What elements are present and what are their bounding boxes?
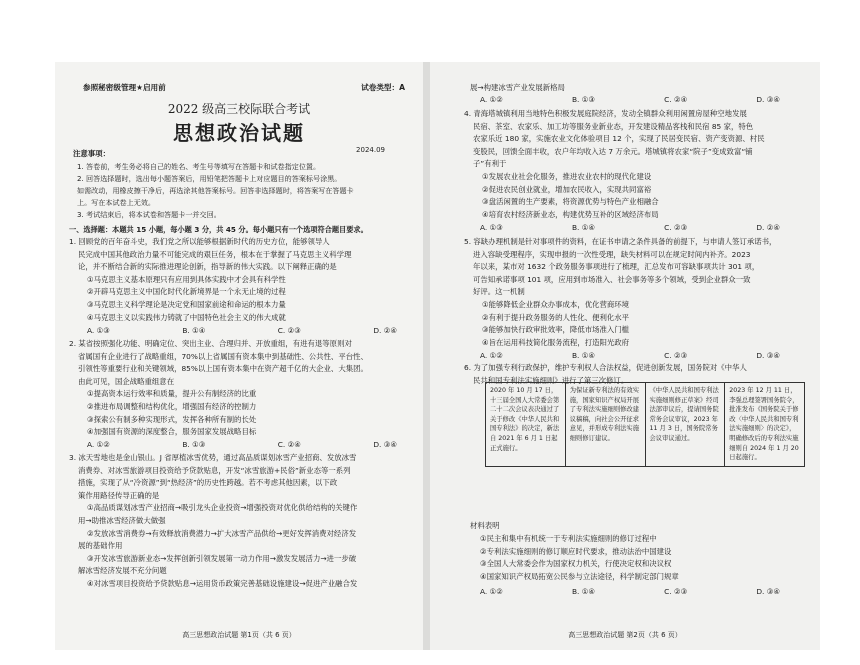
question-3 [69,452,357,591]
exam-title: 2022 级高三校际联合考试 [167,102,311,116]
question-text: 4. 青海塔城镇利用当地特色积极发展庭院经济，发动全镇群众利用闲置房屋种空地发展 [464,109,747,118]
option-a: A. ①② [480,95,503,104]
table-cell: 2023 年 12 月 11 日，李强总理签署国务院令，批准发布《国务院关于修改〈中华人民共和国专利法实施细则〉的决定》，明确修改后的专利法实施细则自 2024 年 1 月 20 日起施行。 [725,383,805,467]
question-text: 2. 某省按照强化功能、明确定位、突出主业、合理归并、开放重组，有进有退等原则对 [69,339,352,348]
table-cell: 为保证新专利法的有效实施，国家知识产权局开展了专利法实施细则修改建议稿稿，向社会公开征求意见，并形成专利法实施细则修订建议。 [565,383,645,467]
statement: ④加强国有资源的深度整合，服务国家发展战略目标 [87,427,257,437]
option-a: A. ①③ [480,223,503,232]
option-a: A. ①② [87,440,110,449]
q5-options [480,350,780,363]
option-d: D. ③④ [373,440,397,449]
question-text: 1. 回顾党的百年奋斗史，我们党之所以能够根据新时代的历史方位，能够领导人 [69,237,330,246]
q4-options [480,222,780,235]
page-two [430,62,820,650]
subject-title: 思想政治试题 [173,121,305,145]
statement: ①马克思主义基本原理只有应用到具体实践中才会具有科学性 [87,274,286,284]
statement: ④马克思主义以实践伟力铸就了中国特色社会主义的伟大成就 [87,312,286,322]
option-d: D. ③④ [756,95,780,104]
question-text: 省属国有企业进行了战略重组，70%以上省属国有资本集中到基础性、公共性、平台性、 [78,351,368,361]
secret-label: 参照秘密级管理★启用前 [83,83,166,92]
question-text: 民完成中国其他政治力量不可能完成的艰巨任务，根本在于掌握了马克思主义科学理 [78,249,352,259]
statement: ①发展农业社会化服务，推进农业农村的现代化建设 [482,171,652,181]
statement: ②促进农民创业就业，增加农民收入，实现共同富裕 [482,184,652,194]
statement: 用→助推冰雪经济做大做强 [78,515,166,525]
material-label: 材料表明 [470,521,500,530]
option-c: C. ②③ [277,326,301,335]
question-5 [464,236,776,349]
option-b: B. ①④ [182,326,206,335]
question-text: 5. 容缺办理机制是针对事项件的资料，在证书申请之条件具备的前提下，与申请人签订承诺书， [464,237,777,246]
statement: ④培育农村经济新业态，构建优势互补的区域经济布局 [482,209,659,219]
page-footer: 高三思想政治试题 第2页（共 6 页） [568,631,682,639]
question-text: 进入容缺受理程序，实现申报的一次性受理，缺失材料可以在规定时间内补齐。2023 [473,249,751,259]
q2-options [87,439,397,452]
note-line: 2. 回答选择题时，选出每小题答案后，用铅笔把答题卡上对应题目的答案标号涂黑。 [77,173,342,183]
question-1 [69,236,351,324]
option-c: C. ②④ [664,95,688,104]
question-text: 子”有利于 [473,159,507,169]
question-text: 好评。这一机制 [473,287,525,297]
statement: ②发放冰雪消费券→有效释放消费潜力→扩大冰雪产品供给→更好发挥消费对经济发 [87,528,357,538]
question-text: 可告知承诺事项 101 项，应用到市场准入、社会事务等多个领域，受到企业群众一致 [473,274,751,284]
statement: ③能够加快行政审批效率，降低市场准入门槛 [482,325,630,335]
question-text: 民宿、茶室、农家乐、加工坊等服务业新业态，开发建设精品客栈和民宿 85 家，特色 [473,121,754,131]
statement: ④国家知识产权局拓宽公民参与立法途径，科学制定部门规章 [480,571,679,581]
statement: ①能够降低企业群众办事成本，优化营商环境 [482,299,630,309]
statement: 展的基础作用 [78,541,123,551]
option-c: C. ②③ [664,351,688,360]
statement: ③盘活闲置的生产要素，将资源优势与特色产业相融合 [482,197,659,207]
question-2 [69,338,368,439]
option-b: B. ①③ [571,95,596,104]
question-text: 策作用路径传导正确的是 [78,490,160,500]
statement: 解冰雪经济发展不充分问题 [78,566,167,576]
option-d: D. ③④ [756,587,780,596]
option-d: D. ②④ [756,223,780,232]
question-text: 引领性等重要行业和关键领域，85%以上国有资本集中在资产超千亿的大企业、大集团。 [78,364,368,374]
question-text: 民共和国专利法实施细则》进行了第三次修订。 [473,375,629,385]
option-d: D. ②④ [373,326,397,335]
statement: ④旨在运用科技简化服务流程，打造阳光政府 [482,337,630,347]
question-text: 措施，实现了从“冷资源”到“热经济”的历史性跨越。若不考虑其他因素，以下政 [78,478,338,488]
question-text: 变股民，回馈全面丰收，农户年均收入达 7 万余元。塔城镇将农家“院子”变成致富“铺 [473,146,753,156]
q6-statements [480,533,679,583]
option-b: B. ①④ [571,351,596,360]
section-heading: 一、选择题：本题共 15 小题，每小题 3 分，共 45 分。每小题只有一个选项符合题目要求。 [69,225,368,234]
question-text: 论，并不断结合新的实际推进理论创新，指导新的伟大实践。以下阐释正确的是 [78,262,337,272]
question-text: 6. 为了加强专利行政保护，维护专利权人合法权益，促进创新发展，国务院对《中华人 [464,363,747,372]
statement: ③开发冰雪旅游新业态→发挥创新引领发展第一动力作用→激发发展活力→进一步破 [87,553,357,563]
option-a: A. ①③ [87,326,110,335]
note-line: 如需改动，用橡皮擦干净后，再选涂其他答案标号。回答非选择题时，将答案写在答题卡 [77,185,354,195]
option-b: B. ①④ [571,587,596,596]
statement: ①提高资本运行效率和质量，提升公有制经济的比重 [87,389,257,399]
option-b: B. ①④ [571,223,596,232]
statement: ②有利于提升政务服务的人性化、便利化水平 [482,312,630,322]
question-text: 消费券、对冰雪旅游项目投资给予贷款贴息，开发“冰雪旅游+民俗”新业态等一系列 [78,465,351,475]
statement: ①高品质谋划冰雪产业招商→吸引龙头企业投资→增强投资对优化供给结构的关键作 [87,503,358,513]
q1-options [87,325,397,338]
statement: ②开辟马克思主义中国化时代化新境界是一个永无止境的过程 [87,287,286,297]
question-text: 由此可见，国企战略重组意在 [78,376,175,386]
note-line: 上。写在本试卷上无效。 [77,197,156,207]
q6-options [480,586,780,599]
question-text: 3. 冰天雪地也是金山银山。J 省厚植冰雪优势，通过高品质谋划冰雪产业招商、发放冰雪 [69,453,357,462]
note-line: 3. 考试结束后，将本试卷和答题卡一并交回。 [77,209,221,219]
q3-continuation: 展→构建冰雪产业发展新格局 [470,83,565,92]
statement: ④对冰雪项目投资给予贷款贴息→运用货币政策完善基础设施建设→促进产业融合发 [87,578,358,588]
page-gutter [423,62,430,650]
statement: ①民主和集中有机统一于专利法实施细则的修订过程中 [480,534,657,543]
page-one [55,62,423,650]
timeline-table [485,382,805,467]
statement: ②专利法实施细则的修订顺应时代要求，推动法治中国建设 [480,546,672,556]
notes [77,161,354,221]
option-c: C. ②③ [664,223,688,232]
option-a: A. ①② [480,587,503,596]
question-4 [464,108,765,221]
statement: ③马克思主义科学理论是决定党和国家前途和命运的根本力量 [87,299,286,309]
option-a: A. ①② [480,351,503,360]
question-text: 农家乐近 180 家，实施农业文化体验项目 12 个，实现了民居变民宿、资产变资源、村民 [473,134,765,144]
page-footer: 高三思想政治试题 第1页（共 6 页） [182,631,296,639]
statement: ②推进布局调整和结构优化，增强国有经济的控制力 [87,401,257,411]
note-line: 1. 答卷前，考生务必将自己的姓名、考生号等填写在答题卡和试卷指定位置。 [77,162,321,171]
table-cell: 2020 年 10 月 17 日，十三届全国人大常委会第二十二次会议表决通过了关于修改《中华人民共和国专利法》的决定，新法自 2021 年 6 月 1 日起正式施行。 [486,383,566,467]
question-text: 年以来，某市对 1632 个政务服务事项进行了梳理，汇总发布可容缺事项共计 301 项， [473,262,760,272]
option-c: C. ②④ [277,440,301,449]
option-d: D. ③④ [756,351,780,360]
option-b: B. ①③ [182,440,206,449]
table-cell: 《中华人民共和国专利法实施细则修正草案》经司法部审议后，提请国务院常务会议审议，2023 年 11 月 3 日，国务院常务会议审议通过。 [645,383,725,467]
q3-options [480,94,780,107]
exam-date: 2024.09 [356,146,385,154]
notes-heading: 注意事项： [73,149,110,158]
paper-type: 试卷类型：A [361,83,405,92]
statement: ③探索公有制多种实现形式，发挥各种所有制的长处 [87,414,257,424]
option-c: C. ②③ [664,587,688,596]
statement: ③全国人大常委会作为国家权力机关，行使决定权和决议权 [480,559,672,569]
